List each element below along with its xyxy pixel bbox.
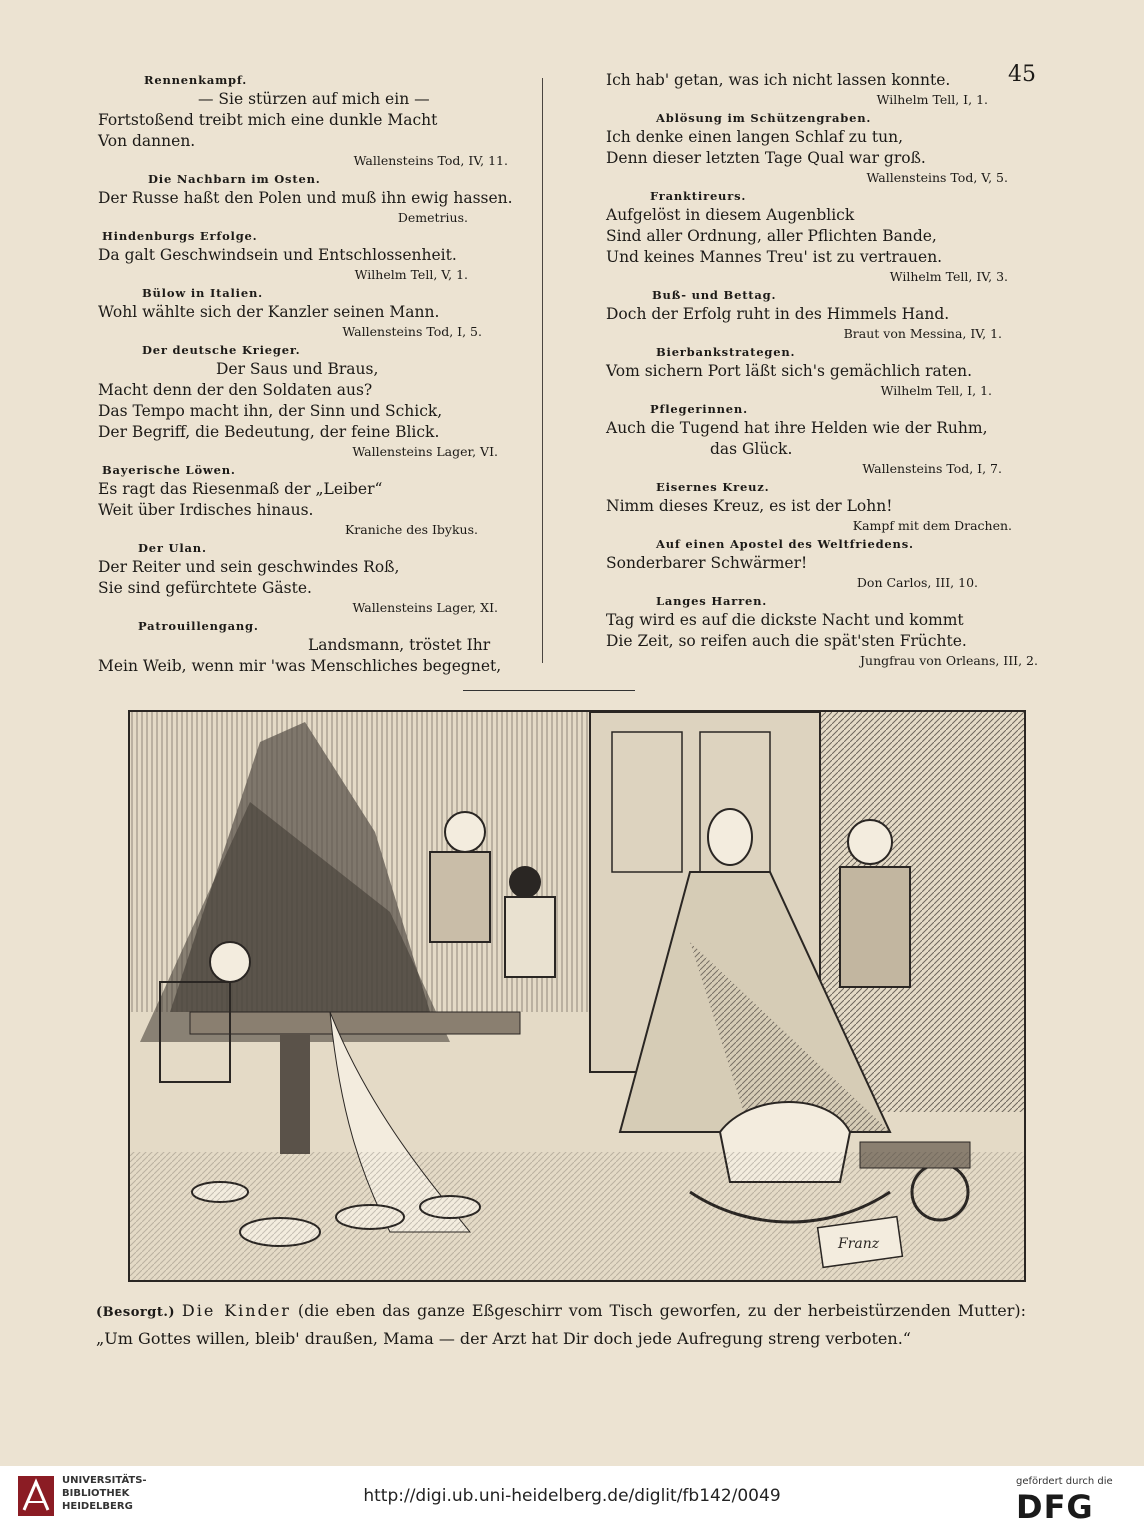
source-citation: Wallensteins Tod, V, 5.	[866, 170, 1008, 185]
verse-line: Da galt Geschwindsein und Entschlossenheit.	[98, 246, 457, 264]
verse-line: Landsmann, tröstet Ihr	[308, 636, 491, 654]
source-citation: Wallensteins Tod, I, 5.	[342, 324, 482, 339]
permalink-url[interactable]: http://digi.ub.uni-heidelberg.de/diglit/fb142/0049	[363, 1486, 781, 1506]
verse-line: Denn dieser letzten Tage Qual war groß.	[606, 149, 926, 167]
verse-line: Das Tempo macht ihn, der Sinn und Schick,	[98, 402, 443, 420]
library-name-line: HEIDELBERG	[62, 1501, 133, 1512]
source-citation: Wallensteins Tod, I, 7.	[862, 461, 1002, 476]
verse-line: Der Saus und Braus,	[216, 360, 379, 378]
source-citation: Jungfrau von Orleans, III, 2.	[860, 653, 1038, 668]
section-heading: Franktireurs.	[650, 189, 747, 203]
section-heading: Ablösung im Schützengraben.	[656, 111, 872, 125]
library-name-line: BIBLIOTHEK	[62, 1488, 130, 1499]
section-heading: Die Nachbarn im Osten.	[148, 172, 321, 186]
verse-line: Nimm dieses Kreuz, es ist der Lohn!	[606, 497, 893, 515]
verse-line: Der Russe haßt den Polen und muß ihn ewig hassen.	[98, 189, 513, 207]
source-citation: Wallensteins Lager, VI.	[352, 444, 498, 459]
source-citation: Wilhelm Tell, IV, 3.	[889, 269, 1008, 284]
caption-speaker: Die Kinder	[181, 1301, 291, 1320]
verse-line: Auch die Tugend hat ihre Helden wie der Ruhm,	[606, 419, 988, 437]
section-rule	[463, 690, 635, 691]
verse-line: Doch der Erfolg ruht in des Himmels Hand.	[606, 305, 950, 323]
illustration-drawing	[130, 712, 1024, 1280]
source-citation: Wallensteins Tod, IV, 11.	[353, 153, 508, 168]
verse-line: Weit über Irdisches hinaus.	[98, 501, 314, 519]
section-heading: Auf einen Apostel des Weltfriedens.	[656, 537, 914, 551]
source-citation: Kampf mit dem Drachen.	[852, 518, 1012, 533]
dfg-logo: DFG	[1016, 1488, 1094, 1526]
caption	[96, 1298, 1026, 1352]
verse-line: Und keines Mannes Treu' ist zu vertrauen.	[606, 248, 943, 266]
verse-line: Tag wird es auf die dickste Nacht und kommt	[606, 611, 964, 629]
section-heading: Langes Harren.	[656, 594, 768, 608]
source-citation: Don Carlos, III, 10.	[856, 575, 978, 590]
source-citation: Braut von Messina, IV, 1.	[843, 326, 1002, 341]
section-heading: Bülow in Italien.	[142, 286, 263, 300]
verse-line: — Sie stürzen auf mich ein —	[198, 90, 430, 108]
verse-line: Aufgelöst in diesem Augenblick	[606, 206, 855, 224]
section-heading: Der deutsche Krieger.	[142, 343, 301, 357]
column-divider	[542, 78, 543, 663]
verse-line: Sonderbarer Schwärmer!	[606, 554, 808, 572]
source-citation: Wilhelm Tell, V, 1.	[354, 267, 468, 282]
verse-line: Macht denn der den Soldaten aus?	[98, 381, 373, 399]
source-citation: Wilhelm Tell, I, 1.	[876, 92, 988, 107]
caption-text: (die eben das ganze Eßgeschirr vom Tisch geworfen, zu der herbeistürzenden Mutter): „Um Gottes willen, bleib' draußen, Mama — der Arzt hat Dir doch jede Aufregung streng verboten.“	[96, 1301, 1027, 1348]
artist-signature: Franz	[838, 1236, 880, 1252]
verse-line: Vom sichern Port läßt sich's gemächlich raten.	[606, 362, 973, 380]
caption-label: (Besorgt.)	[96, 1305, 176, 1320]
right-column	[606, 70, 1038, 669]
verse-line: Sie sind gefürchtete Gäste.	[98, 579, 312, 597]
source-citation: Wilhelm Tell, I, 1.	[880, 383, 992, 398]
page-number: 45	[1008, 62, 1036, 87]
section-heading: Eisernes Kreuz.	[656, 480, 770, 494]
section-heading: Bayerische Löwen.	[102, 463, 236, 477]
source-citation: Wallensteins Lager, XI.	[352, 600, 498, 615]
left-column	[98, 70, 528, 677]
source-citation: Demetrius.	[397, 210, 468, 225]
section-heading: Bierbankstrategen.	[656, 345, 796, 359]
section-heading: Patrouillengang.	[138, 619, 259, 633]
source-citation: Kraniche des Ibykus.	[344, 522, 478, 537]
verse-line: Mein Weib, wenn mir 'was Menschliches begegnet,	[98, 657, 502, 675]
verse-line: Die Zeit, so reifen auch die spät'sten Früchte.	[606, 632, 967, 650]
verse-line: Der Begriff, die Bedeutung, der feine Blick.	[98, 423, 440, 441]
section-heading: Buß- und Bettag.	[652, 288, 777, 302]
verse-line: Sind aller Ordnung, aller Pflichten Bande,	[606, 227, 937, 245]
verse-line: Ich hab' getan, was ich nicht lassen konnte.	[606, 71, 951, 89]
cartoon-illustration	[128, 710, 1026, 1282]
section-heading: Der Ulan.	[138, 541, 207, 555]
section-heading: Pflegerinnen.	[650, 402, 748, 416]
verse-line: Ich denke einen langen Schlaf zu tun,	[606, 128, 904, 146]
funding-note: gefördert durch die	[1016, 1476, 1113, 1487]
verse-line: Der Reiter und sein geschwindes Roß,	[98, 558, 400, 576]
verse-line: Es ragt das Riesenmaß der „Leiber“	[98, 480, 383, 498]
verse-line: Wohl wählte sich der Kanzler seinen Mann.	[98, 303, 440, 321]
section-heading: Rennenkampf.	[144, 73, 248, 87]
verse-line: Fortstoßend treibt mich eine dunkle Macht	[98, 111, 438, 129]
section-heading: Hindenburgs Erfolge.	[102, 229, 258, 243]
verse-line: Von dannen.	[98, 132, 196, 150]
library-name-line: UNIVERSITÄTS-	[62, 1475, 147, 1486]
verse-line: das Glück.	[710, 440, 793, 458]
